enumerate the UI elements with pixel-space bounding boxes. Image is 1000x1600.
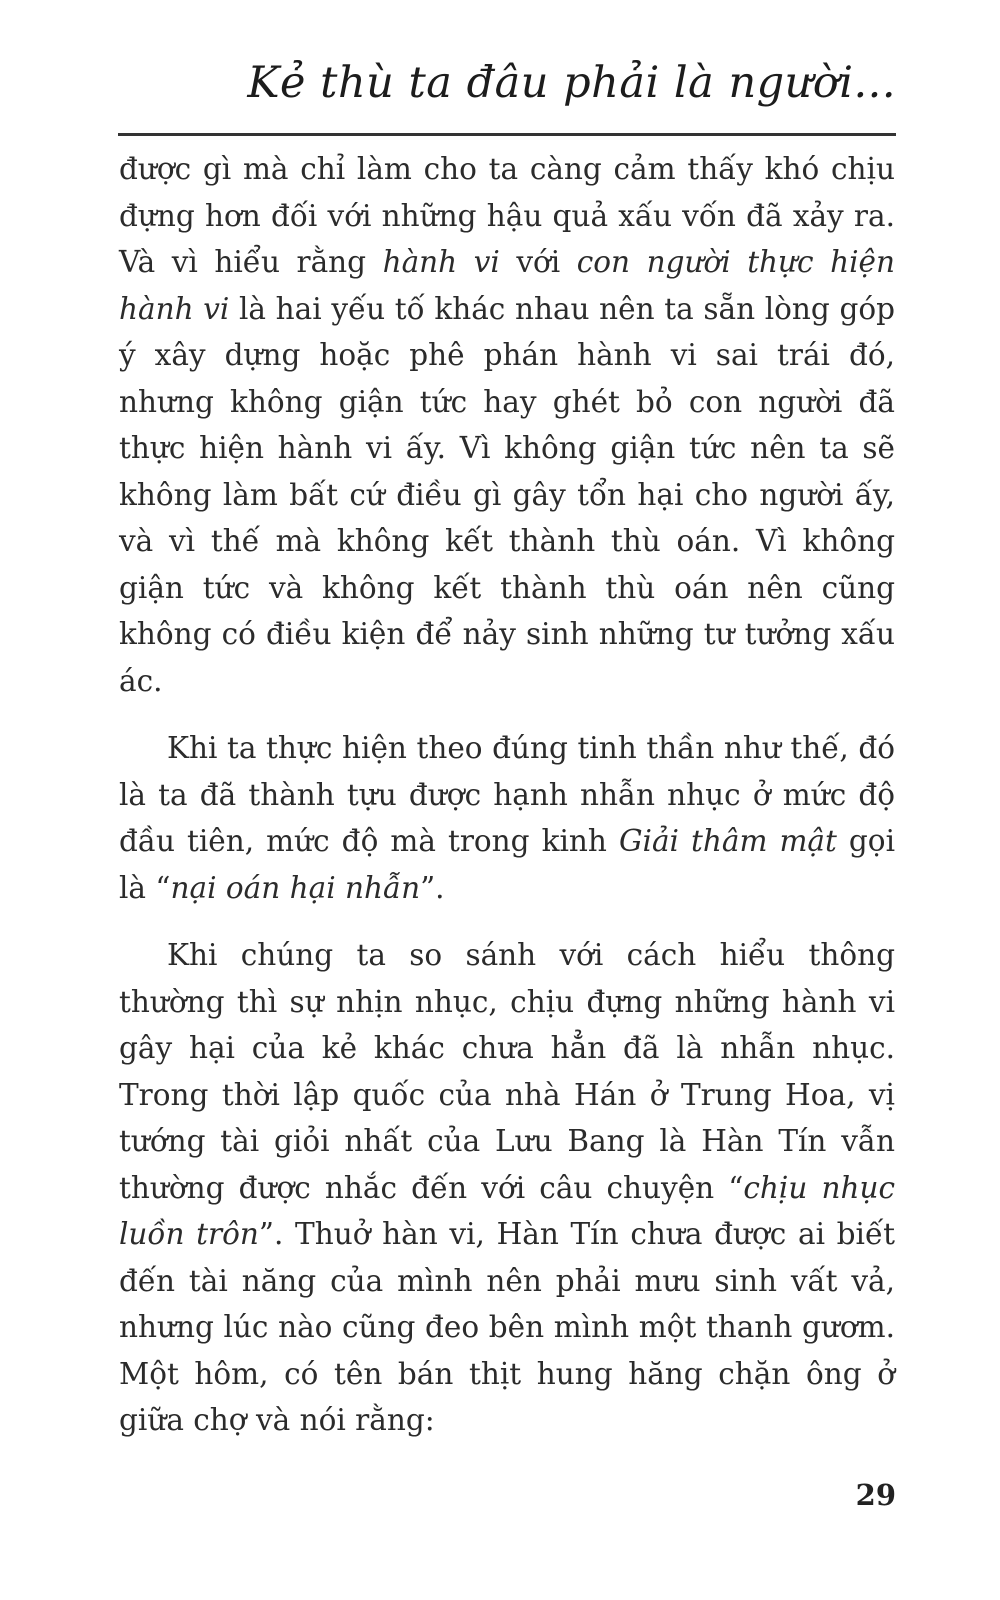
text-run: ”. xyxy=(420,870,445,905)
text-run: với xyxy=(499,245,577,279)
italic-run: Giải thâm mật xyxy=(618,824,837,858)
text-run: là hai yếu tố khác nhau nên ta sẵn lòng góp ý xây dựng hoặc phê phán hành vi sai trái đó, nhưng không giận tức hay ghét bỏ con người đã thực hiện hành vi ấy. Vì không giận tức nên ta sẽ không làm bất cứ điều gì gây tổn hại cho người ấy, và vì thế mà không kết thành thù oán. Vì không giận tức và không kết thành thù oán nên cũng không có điều kiện để nảy sinh những tư tưởng xấu ác. xyxy=(119,291,895,698)
text-run: được gì mà chỉ làm cho ta càng cảm thấy khó chịu đựng hơn đối với những hậu quả xấu vốn đã xảy ra. Và vì hiểu rằng xyxy=(119,152,895,279)
text-run: ”. Thuở hàn vi, Hàn Tín chưa được ai biết đến tài năng của mình nên phải mưu sinh vất vả, nhưng lúc nào cũng đeo bên mình một thanh gươm. Một hôm, có tên bán thịt hung hăng chặn ông ở giữa chợ và nói rằng: xyxy=(119,1217,895,1437)
paragraph-2 xyxy=(119,725,895,911)
body-text xyxy=(119,146,895,1444)
page-number: 29 xyxy=(855,1478,896,1512)
header-rule xyxy=(118,133,896,136)
italic-run: chịu nhục luồn trôn xyxy=(119,1170,895,1251)
text-run: gọi là “ xyxy=(119,824,896,905)
italic-run: hành vi xyxy=(382,245,500,279)
text-run: Khi ta thực hiện theo đúng tinh thần như thế, đó là ta đã thành tựu được hạnh nhẫn nhục ở mức độ đầu tiên, mức độ mà trong kinh xyxy=(119,731,895,858)
paragraph-1 xyxy=(119,146,895,704)
italic-run: con người thực hiện hành vi xyxy=(119,245,895,326)
italic-run: nại oán hại nhẫn xyxy=(170,870,421,905)
text-run: Khi chúng ta so sánh với cách hiểu thông thường thì sự nhịn nhục, chịu đựng những hành vi gây hại của kẻ khác chưa hẳn đã là nhẫn nhục. Trong thời lập quốc của nhà Hán ở Trung Hoa, vị tướng tài giỏi nhất của Lưu Bang là Hàn Tín vẫn thường được nhắc đến với câu chuyện “ xyxy=(119,938,895,1205)
running-title: Kẻ thù ta đâu phải là người... xyxy=(247,58,896,108)
paragraph-3 xyxy=(119,932,895,1444)
